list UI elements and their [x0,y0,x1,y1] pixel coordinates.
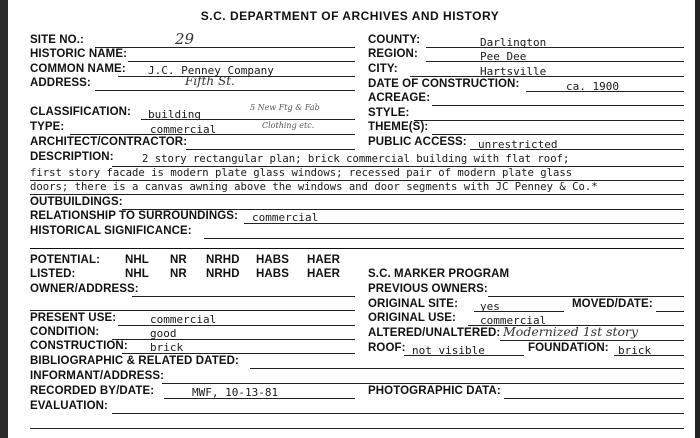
city-label: CITY: [368,63,398,75]
site-no-value: 29 [175,30,195,48]
recorded-value: MWF, 10-13-81 [192,386,279,399]
themes-line [432,134,684,135]
form-title: S.C. DEPARTMENT OF ARCHIVES AND HISTORY [200,9,500,23]
public-access-value: unrestricted [478,138,558,151]
original-site-value: yes [480,300,500,313]
recorded-label: RECORDED BY/DATE: [30,385,155,397]
informant-label: INFORMANT/ADDRESS: [30,370,165,382]
listed-nr: NR [170,268,187,280]
evaluation-line-2 [30,428,684,429]
condition-label: CONDITION: [30,326,100,338]
outbuildings-label: OUTBUILDINGS: [30,196,123,208]
construction-value: brick [150,341,184,354]
moved-date-label: MOVED/DATE: [572,298,653,310]
region-value: Pee Dee [480,50,527,63]
potential-nhl: NHL [125,254,149,266]
listed-haer: HAER [307,268,340,280]
owner-label: OWNER/ADDRESS: [30,283,139,295]
foundation-value: brick [618,344,652,357]
architect-line [186,149,355,150]
informant-line [162,383,684,384]
description-label: DESCRIPTION: [30,151,114,163]
altered-value: Modernized 1st story [503,324,639,339]
listed-nhl: NHL [125,268,149,280]
evaluation-label: EVALUATION: [30,400,108,412]
roof-value: not visible [412,344,485,357]
present-use-value: commercial [150,313,217,326]
type-note: Clothing etc. [262,121,315,130]
acreage-line [432,105,684,106]
address-value: Fifth St. [185,74,235,88]
foundation-label: FOUNDATION: [528,342,609,354]
address-label: ADDRESS: [30,77,91,89]
relationship-label: RELATIONSHIP TO SURROUNDINGS: [30,210,238,222]
original-use-label: ORIGINAL USE: [368,312,456,324]
photographic-data-label: PHOTOGRAPHIC DATA: [368,385,501,397]
county-label: COUNTY: [368,34,421,46]
marker-program-label: S.C. MARKER PROGRAM [368,268,510,280]
original-site-label: ORIGINAL SITE: [368,298,458,310]
architect-label: ARCHITECT/CONTRACTOR: [30,136,188,148]
significance-label: HISTORICAL SIGNIFICANCE: [30,225,192,237]
site-no-line [95,47,355,48]
style-line [414,120,684,121]
evaluation-line [112,413,684,414]
owner-line [132,296,355,297]
region-line [426,61,684,62]
section-divider-1 [30,248,684,249]
potential-nr: NR [170,254,187,266]
present-use-label: PRESENT USE: [30,312,117,324]
scan-edge-left [0,0,8,438]
date-of-construction-value: ca. 1900 [566,80,619,93]
region-label: REGION: [368,48,418,60]
altered-line [500,340,684,341]
previous-owners-line [488,296,684,297]
description-line-2: first story facade is modern plate glass windows; recessed pair of modern plate glass [30,167,573,179]
scan-edge-right [695,0,700,438]
style-label: STYLE: [368,107,410,119]
potential-haer: HAER [307,254,340,266]
site-no-label: SITE NO.: [30,34,84,46]
date-of-construction-label: DATE OF CONSTRUCTION: [368,78,520,90]
potential-label: POTENTIAL: [30,254,100,266]
roof-label: ROOF: [368,342,406,354]
classification-note: 5 New Ftg & Fab [250,103,320,112]
original-use-value: commercial [480,314,547,327]
city-value: Hartsville [480,65,547,78]
type-value: commercial [150,123,217,136]
county-value: Darlington [480,36,547,49]
bibliographic-label: BIBLIOGRAPHIC & RELATED DATED: [30,355,239,367]
description-line-1: 2 story rectangular plan; brick commercial building with flat roof; [142,153,570,165]
construction-label: CONSTRUCTION: [30,340,128,352]
significance-line [204,238,684,239]
historic-name-line [128,61,355,62]
historic-name-label: HISTORIC NAME: [30,48,128,60]
county-line [426,47,684,48]
listed-label: LISTED: [30,268,76,280]
type-label: TYPE: [30,121,65,133]
themes-label: THEME(S): [368,121,429,133]
city-line [410,76,684,77]
condition-line [112,339,355,340]
description-underline-3 [30,194,684,195]
potential-habs: HABS [256,254,289,266]
description-line-3: doors; there is a canvas awning above the windows and door segments with JC Penney & Co.* [30,181,598,193]
listed-habs: HABS [256,268,289,280]
potential-nrhd: NRHD [206,254,240,266]
classification-label: CLASSIFICATION: [30,106,131,118]
address-line [95,90,355,91]
classification-value: building [148,108,201,121]
owner-line-2 [30,310,355,311]
acreage-label: ACREAGE: [368,92,431,104]
condition-value: good [150,327,177,340]
altered-label: ALTERED/UNALTERED: [368,327,501,339]
listed-nrhd: NRHD [206,268,240,280]
common-name-value: J.C. Penney Company [148,64,274,77]
common-name-label: COMMON NAME: [30,63,126,75]
bibliographic-line [250,368,684,369]
relationship-value: commercial [252,211,319,224]
moved-date-line [656,311,684,312]
previous-owners-label: PREVIOUS OWNERS: [368,283,488,295]
photographic-data-line [504,398,684,399]
public-access-label: PUBLIC ACCESS: [368,136,467,148]
